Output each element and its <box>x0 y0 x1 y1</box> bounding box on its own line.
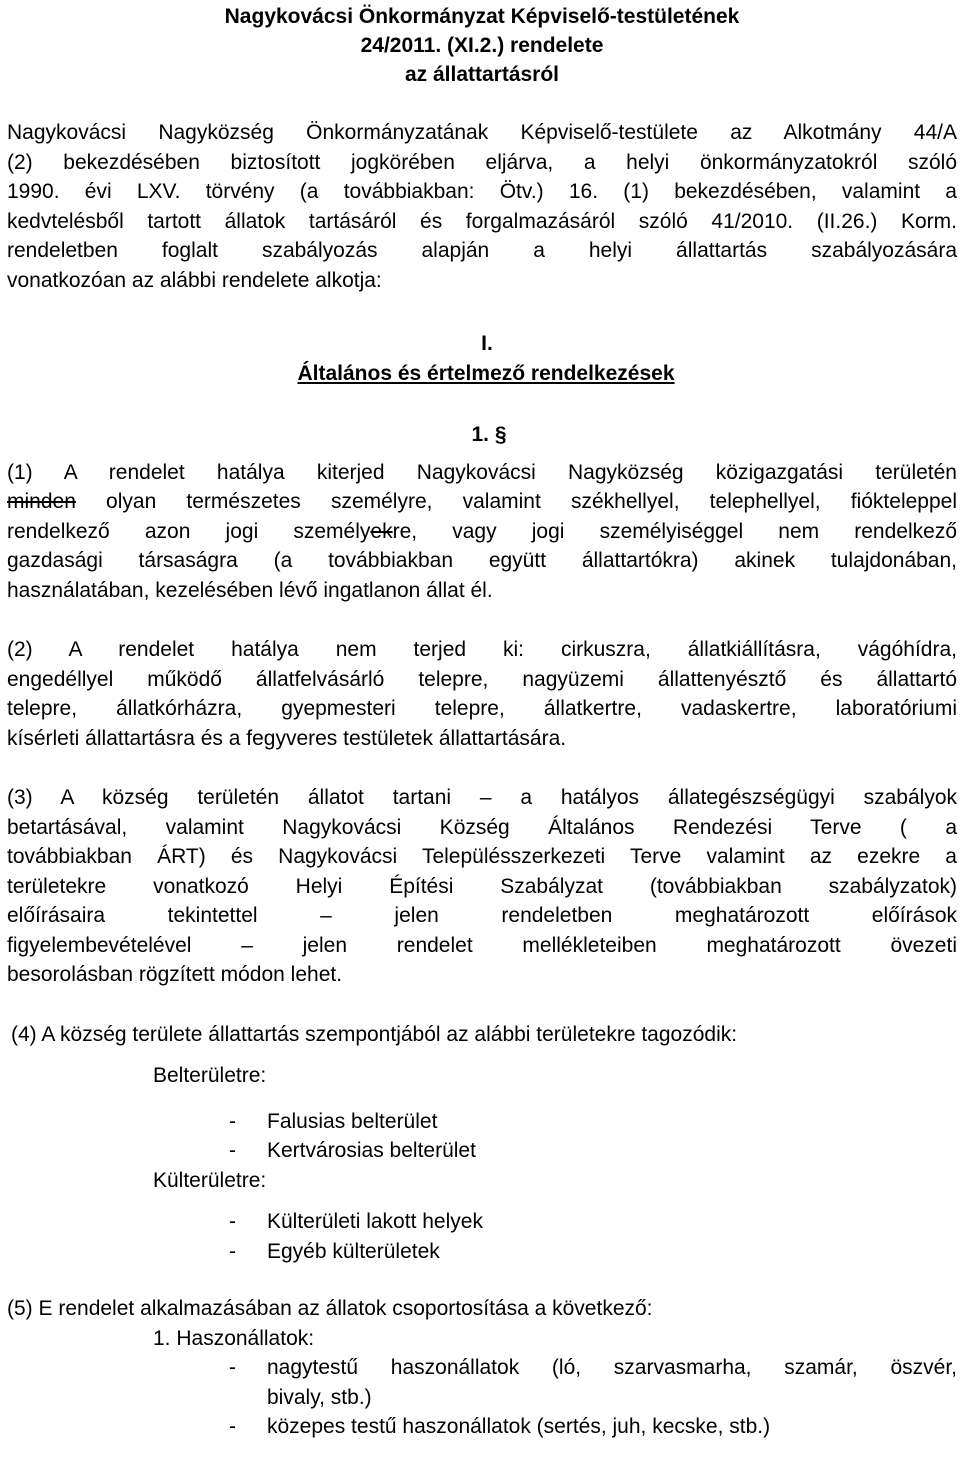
dash-bullet: - <box>229 1415 236 1438</box>
p4-inner-item-2-text: Kertvárosias belterület <box>267 1139 476 1162</box>
preamble-line-4: kedvtelésből tartott állatok tartásáról és forgalmazásáról szóló 41/2010. (II.26.) Korm. <box>7 209 957 233</box>
p4-inner-item-2 <box>7 1136 957 1166</box>
p5-intro: (5) E rendelet alkalmazásában az állatok csoportosítása a következő: <box>7 1297 653 1320</box>
p1-line-5: használatában, kezelésében lévő ingatlanon állat él. <box>7 578 493 602</box>
dash-bullet: - <box>229 1109 236 1133</box>
p1-line-2 <box>7 487 957 517</box>
preamble-line-5: rendeletben foglalt szabályozás alapján a helyi állattartás szabályozására <box>7 239 957 262</box>
p3-line-6: figyelembevételével – jelen rendelet mellékleteiben meghatározott övezeti <box>7 933 957 957</box>
paragraph-4 <box>7 1020 957 1267</box>
p4-outer-item-1-text: Külterületi lakott helyek <box>267 1210 483 1233</box>
p5-item-1-text <box>267 1353 957 1412</box>
p4-outer-item-2-text: Egyéb külterületek <box>267 1239 440 1263</box>
p1-line-2-text: olyan természetes személyre, valamint székhellyel, telephellyel, fiókteleppel <box>75 490 957 513</box>
document-title <box>7 2 957 89</box>
p2-line-1: (2) A rendelet hatálya nem terjed ki: cirkuszra, állatkiállításra, vágóhídra, <box>7 638 957 661</box>
p4-inner-item-1 <box>7 1107 957 1137</box>
p5-item-2 <box>7 1412 957 1442</box>
paragraph-3 <box>7 783 957 990</box>
preamble-line-1: Nagykovácsi Nagyközség Önkormányzatának Képviselő-testülete az Alkotmány 44/A <box>7 121 957 144</box>
p3-line-2: betartásával, valamint Nagykovácsi Község Általános Rendezési Terve ( a <box>7 815 957 839</box>
title-line-2: 24/2011. (XI.2.) rendelete <box>360 34 604 57</box>
p1-struck-word: minden <box>7 490 76 513</box>
p3-line-7: besorolásban rögzített módon lehet. <box>7 963 343 986</box>
paragraph-5 <box>7 1294 957 1442</box>
chapter-heading: Általános és értelmező rendelkezések <box>297 361 675 385</box>
preamble-line-2: (2) bekezdésében biztosított jogkörében eljárva, a helyi önkormányzatokról szóló <box>7 150 957 174</box>
chapter-number: I. <box>481 332 493 355</box>
p1-line-1: (1) A rendelet hatálya kiterjed Nagykovácsi Nagyközség közigazgatási területén <box>7 460 957 484</box>
p1-line-3-b: re, vagy jogi személyiséggel nem rendelkező <box>392 519 957 543</box>
p1-line-3 <box>7 517 957 547</box>
p4-inner-item-1-text: Falusias belterület <box>267 1109 438 1133</box>
p3-line-3: továbbiakban ÁRT) és Nagykovácsi Településszerkezeti Terve valamint az ezekre a <box>7 845 957 868</box>
p4-outer-item-2 <box>7 1237 957 1267</box>
dash-bullet: - <box>229 1356 236 1379</box>
paragraph-2 <box>7 635 957 753</box>
p1-line-4: gazdasági társaságra (a továbbiakban együtt állattartókra) akinek tulajdonában, <box>7 549 957 572</box>
title-line-3: az állattartásról <box>404 63 560 86</box>
p2-line-2: engedéllyel működő állatfelvásárló telepre, nagyüzemi állattenyésztő és állattartó <box>7 667 957 691</box>
p4-intro: (4) A község területe állattartás szempontjából az alábbi területekre tagozódik: <box>11 1022 738 1046</box>
p3-line-5: előírásaira tekintettel – jelen rendeletben meghatározott előírások <box>7 904 957 927</box>
section-number: 1. § <box>471 423 507 446</box>
p4-inner-label: Belterületre: <box>153 1064 267 1087</box>
preamble-line-6: vonatkozóan az alábbi rendelete alkotja: <box>7 268 382 292</box>
dash-bullet: - <box>229 1239 236 1263</box>
paragraph-1 <box>7 458 957 606</box>
p2-line-4: kísérleti állattartásra és a fegyveres testületek állattartására. <box>7 726 567 750</box>
title-line-1: Nagykovácsi Önkormányzat Képviselő-testületének <box>224 5 740 28</box>
p4-outer-item-1 <box>7 1207 957 1237</box>
p5-group-1: 1. Haszonállatok: <box>153 1326 315 1350</box>
preamble <box>7 118 957 295</box>
p1-struck-suffix: ek <box>370 519 393 543</box>
p5-item-1 <box>7 1353 957 1412</box>
document-page <box>7 0 957 1442</box>
p3-line-4: területekre vonatkozó Helyi Építési Szabályzat (továbbiakban szabályzatok) <box>7 874 957 898</box>
p5-item-1-line-2: bivaly, stb.) <box>267 1385 372 1409</box>
p4-outer-label: Külterületre: <box>153 1168 267 1192</box>
p2-line-3: telepre, állatkórházra, gyepmesteri telepre, állatkertre, vadaskertre, laboratóriumi <box>7 697 957 720</box>
p5-item-2-text: közepes testű haszonállatok (sertés, juh, kecske, stb.) <box>267 1415 771 1438</box>
p1-line-3-a: rendelkező azon jogi személy <box>7 519 371 543</box>
p5-item-1-line-1: nagytestű haszonállatok (ló, szarvasmarha, szamár, öszvér, <box>267 1356 957 1379</box>
preamble-line-3: 1990. évi LXV. törvény (a továbbiakban: Ötv.) 16. (1) bekezdésében, valamint a <box>7 180 957 203</box>
p3-line-1: (3) A község területén állatot tartani – a hatályos állategészségügyi szabályok <box>7 786 957 809</box>
dash-bullet: - <box>229 1139 236 1162</box>
dash-bullet: - <box>229 1210 236 1233</box>
